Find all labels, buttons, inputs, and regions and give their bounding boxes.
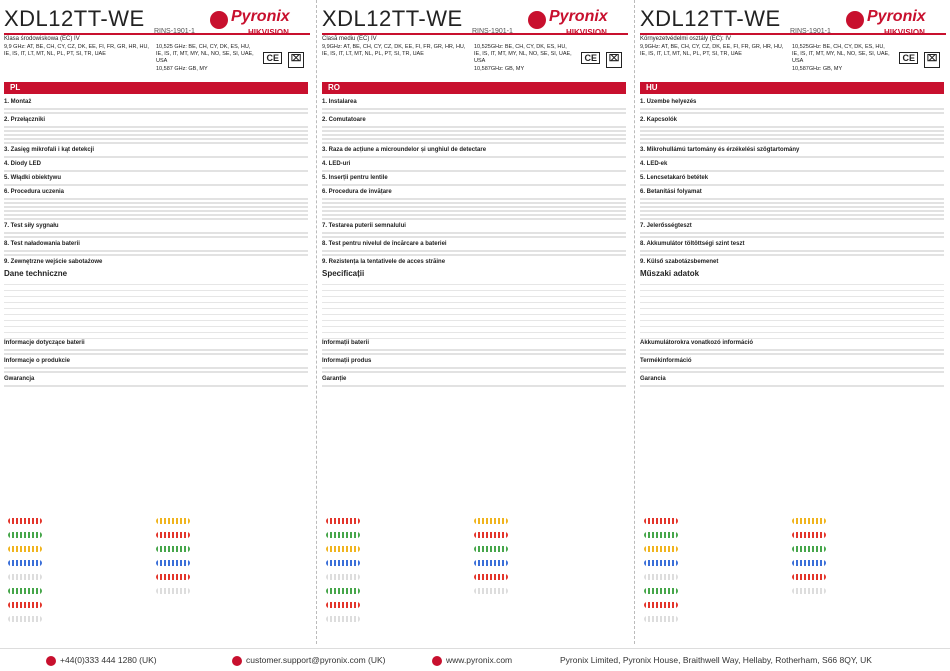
rins-code: RINS-1901-1 bbox=[154, 28, 195, 35]
globe-icon bbox=[432, 656, 442, 666]
led-icon bbox=[644, 588, 678, 594]
led-icon bbox=[156, 588, 190, 594]
pyronix-logo: Pyronix bbox=[846, 8, 942, 46]
page-divider bbox=[316, 0, 318, 644]
led-icon bbox=[474, 546, 508, 552]
led-icon bbox=[326, 588, 360, 594]
weee-bin-icon: ⌧ bbox=[606, 52, 622, 68]
led-icon bbox=[474, 560, 508, 566]
led-icon bbox=[792, 574, 826, 580]
environment-class: Környezetvédelmi osztály (EC): IV bbox=[640, 36, 732, 42]
instructions-body: 1. Üzembe helyezés 2. Kapcsolók 3. Mikrohullámú tartomány és érzékelési szögtartomány 4. LED-ek 5. Lencsetakaró betétek 6. Betanítási folyamat 7. Jelerősségteszt 8. Akkumulátor töltöttségi szint teszt 9. Külső szabotázsbemenet Műszaki adatok Akkumulátorokra vonatkozó információ Termékinformáció Garancia bbox=[640, 98, 944, 508]
weee-bin-icon: ⌧ bbox=[924, 52, 940, 68]
led-icon bbox=[644, 574, 678, 580]
phone-icon bbox=[46, 656, 56, 666]
led-icon bbox=[8, 560, 42, 566]
pyronix-logo: Pyronix bbox=[210, 8, 306, 46]
led-icon bbox=[156, 560, 190, 566]
instructions-body: 1. Instalarea 2. Comutatoare 3. Raza de acțiune a microundelor și unghiul de detectare 4. LED-uri 5. Inserții pentru lentile 6. Procedura de învățare 7. Testarea puterii semnalului 8. Test pentru nivelul de încărcare a bateriei 9. Rezistența la tentativele de acces străine Specificații Informații baterii Informații produs Garanție bbox=[322, 98, 626, 508]
led-icon bbox=[644, 560, 678, 566]
led-icon bbox=[156, 546, 190, 552]
led-indication-diagram bbox=[4, 512, 308, 640]
instructions-body: 1. Montaż 2. Przełączniki 3. Zasięg mikrofali i kąt detekcji 4. Diody LED 5. Włądki obiektywu 6. Procedura uczenia 7. Test siły sygnału 8. Test naładowania baterii 9. Zewnętrzne wejście sabotażowe Dane techniczne Informacje dotyczące baterii Informacje o produkcie Gwarancja bbox=[4, 98, 308, 508]
manual-page-ro bbox=[322, 0, 628, 644]
led-icon bbox=[474, 532, 508, 538]
led-icon bbox=[326, 574, 360, 580]
rins-code: RINS-1901-1 bbox=[472, 28, 513, 35]
led-icon bbox=[792, 518, 826, 524]
model-title: XDL12TT-WE bbox=[322, 6, 463, 31]
led-icon bbox=[644, 616, 678, 622]
led-icon bbox=[644, 518, 678, 524]
manual-page-hu bbox=[640, 0, 946, 644]
model-title: XDL12TT-WE bbox=[4, 6, 145, 31]
footer-address: Pyronix Limited, Pyronix House, Braithwell Way, Hellaby, Rotherham, S66 8QY, UK bbox=[560, 655, 872, 665]
led-icon bbox=[326, 616, 360, 622]
led-icon bbox=[474, 588, 508, 594]
weee-bin-icon: ⌧ bbox=[288, 52, 304, 68]
contact-footer bbox=[0, 648, 950, 671]
led-icon bbox=[474, 518, 508, 524]
led-icon bbox=[8, 518, 42, 524]
led-indication-diagram bbox=[322, 512, 626, 640]
led-icon bbox=[8, 602, 42, 608]
email-icon bbox=[232, 656, 242, 666]
frequency-band-10-525: 10,525GHz: BE, CH, CY, DK, ES, HU, IE, IS, IT, MT, MY, NL, NO, SE, SI, UAE, USA bbox=[474, 44, 572, 64]
page-divider bbox=[634, 0, 636, 644]
ce-mark-icon: CE bbox=[581, 52, 600, 64]
led-icon bbox=[644, 532, 678, 538]
led-indication-diagram bbox=[640, 512, 944, 640]
led-icon bbox=[8, 546, 42, 552]
led-icon bbox=[792, 560, 826, 566]
language-bar: HU bbox=[640, 82, 944, 94]
led-icon bbox=[326, 546, 360, 552]
language-bar: PL bbox=[4, 82, 308, 94]
frequency-band-9-9: 9,9GHz: AT, BE, CH, CY, CZ, DK, EE, FI, FR, GR, HR, HU, IE, IS, IT, LT, MT, NL, PL, PT, SI, TR, UAE bbox=[322, 44, 466, 57]
frequency-band-9-9: 9,9 GHz: AT, BE, CH, CY, CZ, DK, EE, FI, FR, GR, HR, HU, IE, IS, IT, LT, MT, NL, PL, PT, SI, TR, UAE bbox=[4, 44, 149, 57]
pyronix-logo: Pyronix bbox=[528, 8, 624, 46]
rins-code: RINS-1901-1 bbox=[790, 28, 831, 35]
led-icon bbox=[326, 602, 360, 608]
frequency-band-10-525: 10,525 GHz: BE, CH, CY, DK, ES, HU, IE, IS, IT, MT, MY, NL, NO, SE, SI, UAE, USA bbox=[156, 44, 254, 64]
ce-mark-icon: CE bbox=[899, 52, 918, 64]
ce-mark-icon: CE bbox=[263, 52, 282, 64]
language-bar: RO bbox=[322, 82, 626, 94]
logo-mark-icon bbox=[528, 11, 546, 29]
specs-heading: Műszaki adatok bbox=[640, 269, 700, 278]
frequency-band-9-9: 9,9GHz: AT, BE, CH, CY, CZ, DK, EE, FI, FR, GR, HR, HU, IE, IS, IT, LT, MT, NL, PL, PT, SI, TR, UAE bbox=[640, 44, 784, 57]
led-icon bbox=[644, 546, 678, 552]
frequency-band-10-587: 10,587GHz: GB, MY bbox=[474, 66, 525, 72]
logo-mark-icon bbox=[846, 11, 864, 29]
led-icon bbox=[474, 574, 508, 580]
led-icon bbox=[156, 518, 190, 524]
led-icon bbox=[156, 574, 190, 580]
led-icon bbox=[792, 588, 826, 594]
specs-heading: Dane techniczne bbox=[4, 269, 68, 278]
footer-phone[interactable]: +44(0)333 444 1280 (UK) bbox=[46, 649, 157, 671]
manual-page-pl bbox=[4, 0, 310, 644]
led-icon bbox=[792, 532, 826, 538]
frequency-band-10-587: 10,587 GHz: GB, MY bbox=[156, 66, 208, 72]
led-icon bbox=[8, 588, 42, 594]
led-icon bbox=[644, 602, 678, 608]
environment-class: Klasa środowiskowa (EC) IV bbox=[4, 36, 80, 42]
frequency-band-10-587: 10,587GHz: GB, MY bbox=[792, 66, 843, 72]
model-title: XDL12TT-WE bbox=[640, 6, 781, 31]
led-icon bbox=[326, 518, 360, 524]
footer-email[interactable]: customer.support@pyronix.com (UK) bbox=[232, 649, 385, 671]
footer-website[interactable]: www.pyronix.com bbox=[432, 649, 512, 671]
led-icon bbox=[8, 616, 42, 622]
frequency-band-10-525: 10,525GHz: BE, CH, CY, DK, ES, HU, IE, IS, IT, MT, MY, NL, NO, SE, SI, UAE, USA bbox=[792, 44, 890, 64]
environment-class: Clasă mediu (EC) IV bbox=[322, 36, 377, 42]
led-icon bbox=[792, 546, 826, 552]
led-icon bbox=[326, 532, 360, 538]
specs-heading: Specificații bbox=[322, 269, 365, 278]
led-icon bbox=[156, 532, 190, 538]
logo-mark-icon bbox=[210, 11, 228, 29]
led-icon bbox=[8, 532, 42, 538]
led-icon bbox=[8, 574, 42, 580]
led-icon bbox=[326, 560, 360, 566]
